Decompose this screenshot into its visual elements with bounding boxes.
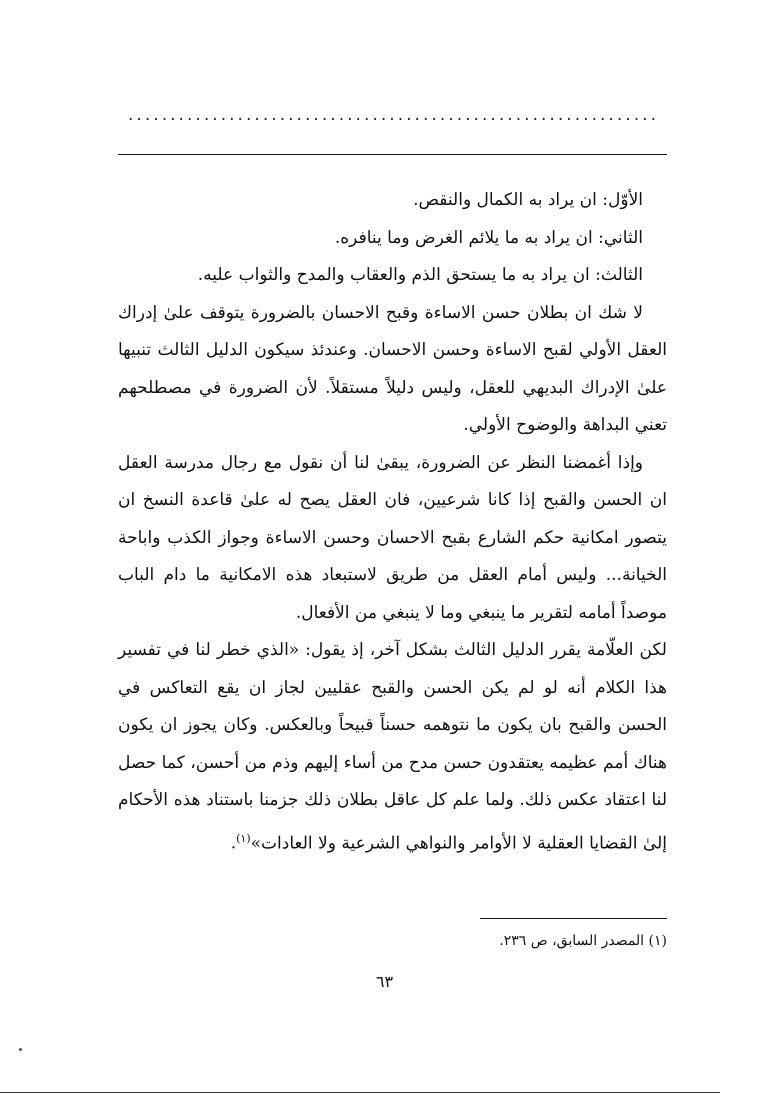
header-dotted-line: ............................................................... — [126, 108, 658, 124]
paragraph-1: الأوّل: ان يراد به الكمال والنقص. — [413, 190, 643, 210]
footnote-marker: (١) — [236, 831, 251, 845]
page-number: ٦٣ — [375, 972, 394, 991]
paragraph-5: وإذا أغمضنا النظر عن الضرورة، يبقىٰ لنا أن نقول مع رجال مدرسة العقل ان الحسن والقبح إذا كانا شرعيين، فان العقل يصح له علىٰ قاعدة النسخ ان يتصور امكانية حكم الشارع بقبح الاحسان وحسن الاساءة وجواز الكذب واباحة الخيانة... وليس أمام العقل من طريق لاستبعاد هذه الامكانية ما دام الباب موصداً أمامه لتقرير ما ينبغي وما لا ينبغي من الأفعال. — [118, 452, 667, 623]
paragraph-6-end: . — [230, 833, 237, 854]
paragraph-6-text: لكن العلّامة يقرر الدليل الثالث بشكل آخر، إذ يقول: «الذي خطر لنا في تفسير هذا الكلام أنه لو لم يكن الحسن والقبح عقليين لجاز ان يقع التعاكس في الحسن والقبح بان يكون ما نتوهمه حسناً قبيحاً وبالعكس. وكان يجوز ان يكون هناك أمم عظيمه يعتقدون حسن مدح من أساء إليهم وذم من أحسن، كما حصل لنا اعتقاد عكس ذلك. ولما علم كل عاقل بطلان ذلك جزمنا باستناد هذه الأحكام إلىٰ القضايا العقلية لا الأوامر والنواهي الشرعية ولا العادات» — [118, 640, 667, 854]
paragraph-6 — [118, 632, 667, 863]
header-rule — [118, 154, 667, 155]
footnote-rule — [480, 918, 667, 919]
paragraph-3: الثالث: ان يراد به ما يستحق الذم والعقاب والمدح والثواب عليه. — [197, 265, 643, 285]
paragraph-4: لا شك ان بطلان حسن الاساءة وقبح الاحسان بالضرورة يتوقف علىٰ إدراك العقل الأولي لقبح الاساءة وحسن الاحسان. وعندئذ سيكون الدليل الثالث تنبيها علىٰ الإدراك البديهي للعقل، وليس دليلاً مستقلاً. لأن الضرورة في مصطلحهم تعني البداهة والوضوح الأولي. — [118, 302, 667, 435]
scan-speck — [19, 1048, 22, 1051]
main-text — [118, 182, 667, 863]
paragraph-2: الثاني: ان يراد به ما يلائم الغرض وما ينافره. — [334, 227, 643, 248]
scan-bottom-edge — [0, 1092, 720, 1093]
footnote: (١) المصدر السابق، ص ٢٣٦. — [499, 933, 667, 949]
